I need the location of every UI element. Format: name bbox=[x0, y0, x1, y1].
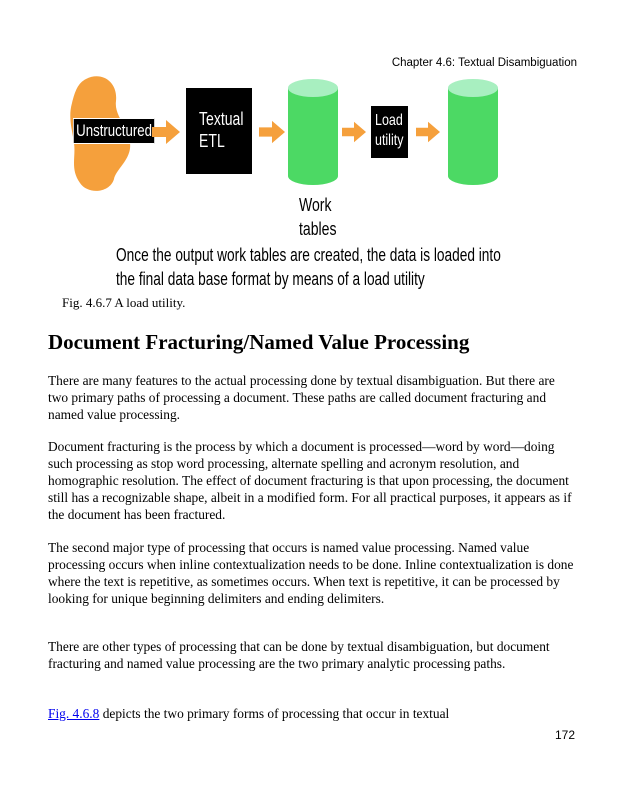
arrow-right-icon bbox=[152, 120, 180, 144]
textual-etl-box bbox=[186, 88, 252, 174]
arrow-right-icon bbox=[259, 120, 285, 144]
chapter-header: Chapter 4.6: Textual Disambiguation bbox=[391, 57, 577, 69]
paragraph: There are other types of processing that can be done by textual disambiguation, but document fracturing and named value processing are the two primary analytic processing paths. bbox=[48, 639, 550, 671]
load-label-line1: Load bbox=[375, 112, 403, 129]
work-tables-label: Work tables bbox=[299, 195, 337, 239]
work-tables-cylinder-icon bbox=[287, 78, 339, 188]
load-utility-figure bbox=[0, 68, 617, 298]
arrow-right-icon bbox=[416, 120, 440, 144]
unstructured-label: Unstructured bbox=[73, 118, 155, 144]
page-number: 172 bbox=[554, 728, 575, 742]
load-label-line2: utility bbox=[375, 132, 404, 149]
section-title: Document Fracturing/Named Value Processing bbox=[48, 330, 470, 354]
paragraph-text: depicts the two primary forms of processing that occur in textual bbox=[99, 706, 450, 721]
figure-link[interactable]: Fig. 4.6.8 bbox=[48, 706, 100, 721]
paragraph: Document fracturing is the process by which a document is processed—word by word—doing such processing as stop word processing, alternate spelling and acronym resolution, and homographic resolution. The effect of document fracturing is that upon processing, the document still has a recognizable shape, albeit in a modified form. For all practical purposes, it appears as if the document has been fractured. bbox=[48, 439, 572, 522]
load-utility-box bbox=[371, 106, 408, 158]
arrow-right-icon bbox=[342, 120, 366, 144]
paragraph: There are many features to the actual processing done by textual disambiguation. But there are two primary paths of processing a document. These paths are called document fracturing and named value processing. bbox=[48, 373, 555, 422]
figure-caption: Fig. 4.6.7 A load utility. bbox=[62, 295, 186, 310]
final-database-cylinder-icon bbox=[447, 78, 499, 188]
figure-note: Once the output work tables are created, the data is loaded into the final data base format by means of a load utility bbox=[116, 245, 501, 289]
paragraph: The second major type of processing that occurs is named value processing. Named value processing occurs when inline contextualization needs to be done. Inline contextualization is done where the text is repetitive, as sometimes occurs. When text is repetitive, it can be processed by looking for unique beginning delimiters and ending delimiters. bbox=[48, 540, 574, 606]
paragraph bbox=[48, 705, 578, 722]
etl-label-line1: Textual bbox=[199, 109, 244, 129]
etl-label-line2: ETL bbox=[199, 131, 225, 151]
